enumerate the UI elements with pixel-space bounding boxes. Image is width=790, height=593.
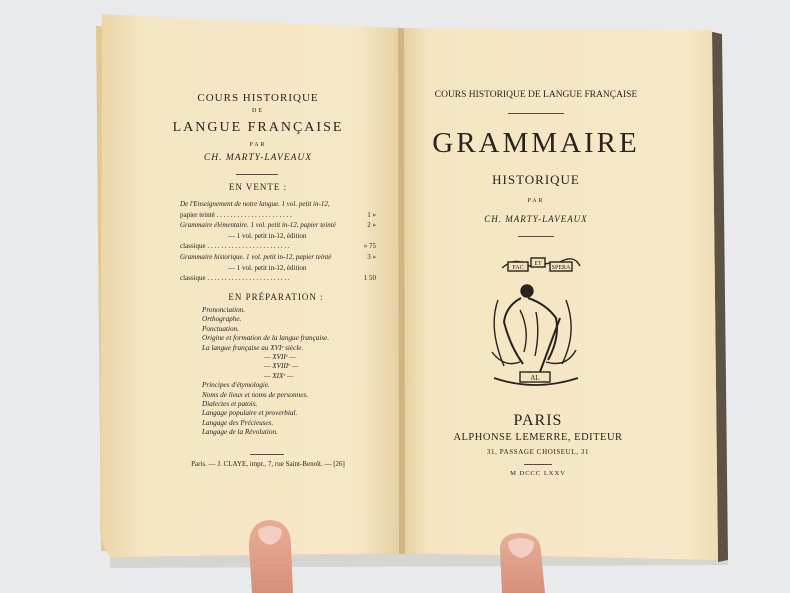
publication-year: M DCCC LXXV xyxy=(510,470,566,477)
imprint: Paris. — J. CLAYE, impr., 7, rue Saint-Benoît. — [26] xyxy=(191,460,345,468)
sale-item: classique . . . . . . . . . . . . . . . . . . . . . . . . » 75 xyxy=(180,242,376,251)
en-preparation-heading: EN PRÉPARATION : xyxy=(228,292,324,302)
prep-item: Orthographe. xyxy=(202,315,242,324)
en-vente-heading: EN VENTE : xyxy=(228,182,288,192)
left-par: PAR xyxy=(249,142,267,148)
emblem-banner-left: FAC xyxy=(512,265,524,271)
prep-item: Principes d'étymologie. xyxy=(202,381,270,390)
prep-item: Prononciation. xyxy=(202,306,246,314)
prep-item: Ponctuation. xyxy=(202,324,239,333)
prep-item: La langue française au XVIᵉ siècle. xyxy=(202,343,304,352)
right-series: COURS HISTORIQUE DE LANGUE FRANÇAISE xyxy=(434,90,638,100)
prep-item: Langage populaire et proverbial. xyxy=(202,409,298,418)
prep-item: Origine et formation de la langue française. xyxy=(202,334,330,343)
sale-item: — 1 vol. petit in-12, édition xyxy=(228,231,307,240)
sale-item: Grammaire historique. 1 vol. petit in-12, papier teinté 3 » xyxy=(180,252,376,261)
left-title: LANGUE FRANÇAISE xyxy=(172,120,344,135)
right-par: PAR xyxy=(527,198,545,204)
sale-item: Grammaire élémentaire. 1 vol. petit in-12, papier teinté 2 » xyxy=(180,221,376,230)
prep-item: Noms de lieux et noms de personnes. xyxy=(202,390,308,399)
right-subtitle: HISTORIQUE xyxy=(492,172,580,187)
left-page xyxy=(100,14,403,557)
publisher-address: 31, PASSAGE CHOISEUL, 31 xyxy=(486,448,590,456)
sale-item: De l'Enseignement de notre langue. 1 vol. petit in-12, xyxy=(180,200,330,208)
right-page xyxy=(403,28,718,560)
sale-item: papier teinté . . . . . . . . . . . . . . . . . . . . . . 1 » xyxy=(180,210,376,219)
gutter xyxy=(398,28,405,554)
left-de: DE xyxy=(252,108,264,114)
prep-item: — XIXᵉ — xyxy=(264,371,294,380)
left-author: CH. MARTY-LAVEAUX xyxy=(203,153,313,163)
publisher-city: PARIS xyxy=(513,412,563,429)
prep-item: Dialectes et patois. xyxy=(202,400,258,409)
right-author: CH. MARTY-LAVEAUX xyxy=(484,214,588,224)
emblem-banner-right: SPERA xyxy=(551,265,571,271)
prep-item: Langage des Précieuses. xyxy=(202,418,274,427)
right-title: GRAMMAIRE xyxy=(432,127,640,159)
publisher-name: ALPHONSE LEMERRE, EDITEUR xyxy=(453,432,623,443)
emblem-banner-mid: ET xyxy=(534,261,542,267)
prep-item: Langage de la Révolution. xyxy=(202,428,278,437)
prep-item: — XVIIIᵉ — xyxy=(264,362,299,371)
emblem-motto-bottom: AL xyxy=(530,374,540,382)
sale-item: classique . . . . . . . . . . . . . . . . . . . . . . . . 1 50 xyxy=(180,274,376,283)
left-series: COURS HISTORIQUE xyxy=(197,92,319,104)
sale-item: — 1 vol. petit in-12, édition xyxy=(228,263,307,272)
prep-item: — XVIIᵉ — xyxy=(264,353,296,362)
